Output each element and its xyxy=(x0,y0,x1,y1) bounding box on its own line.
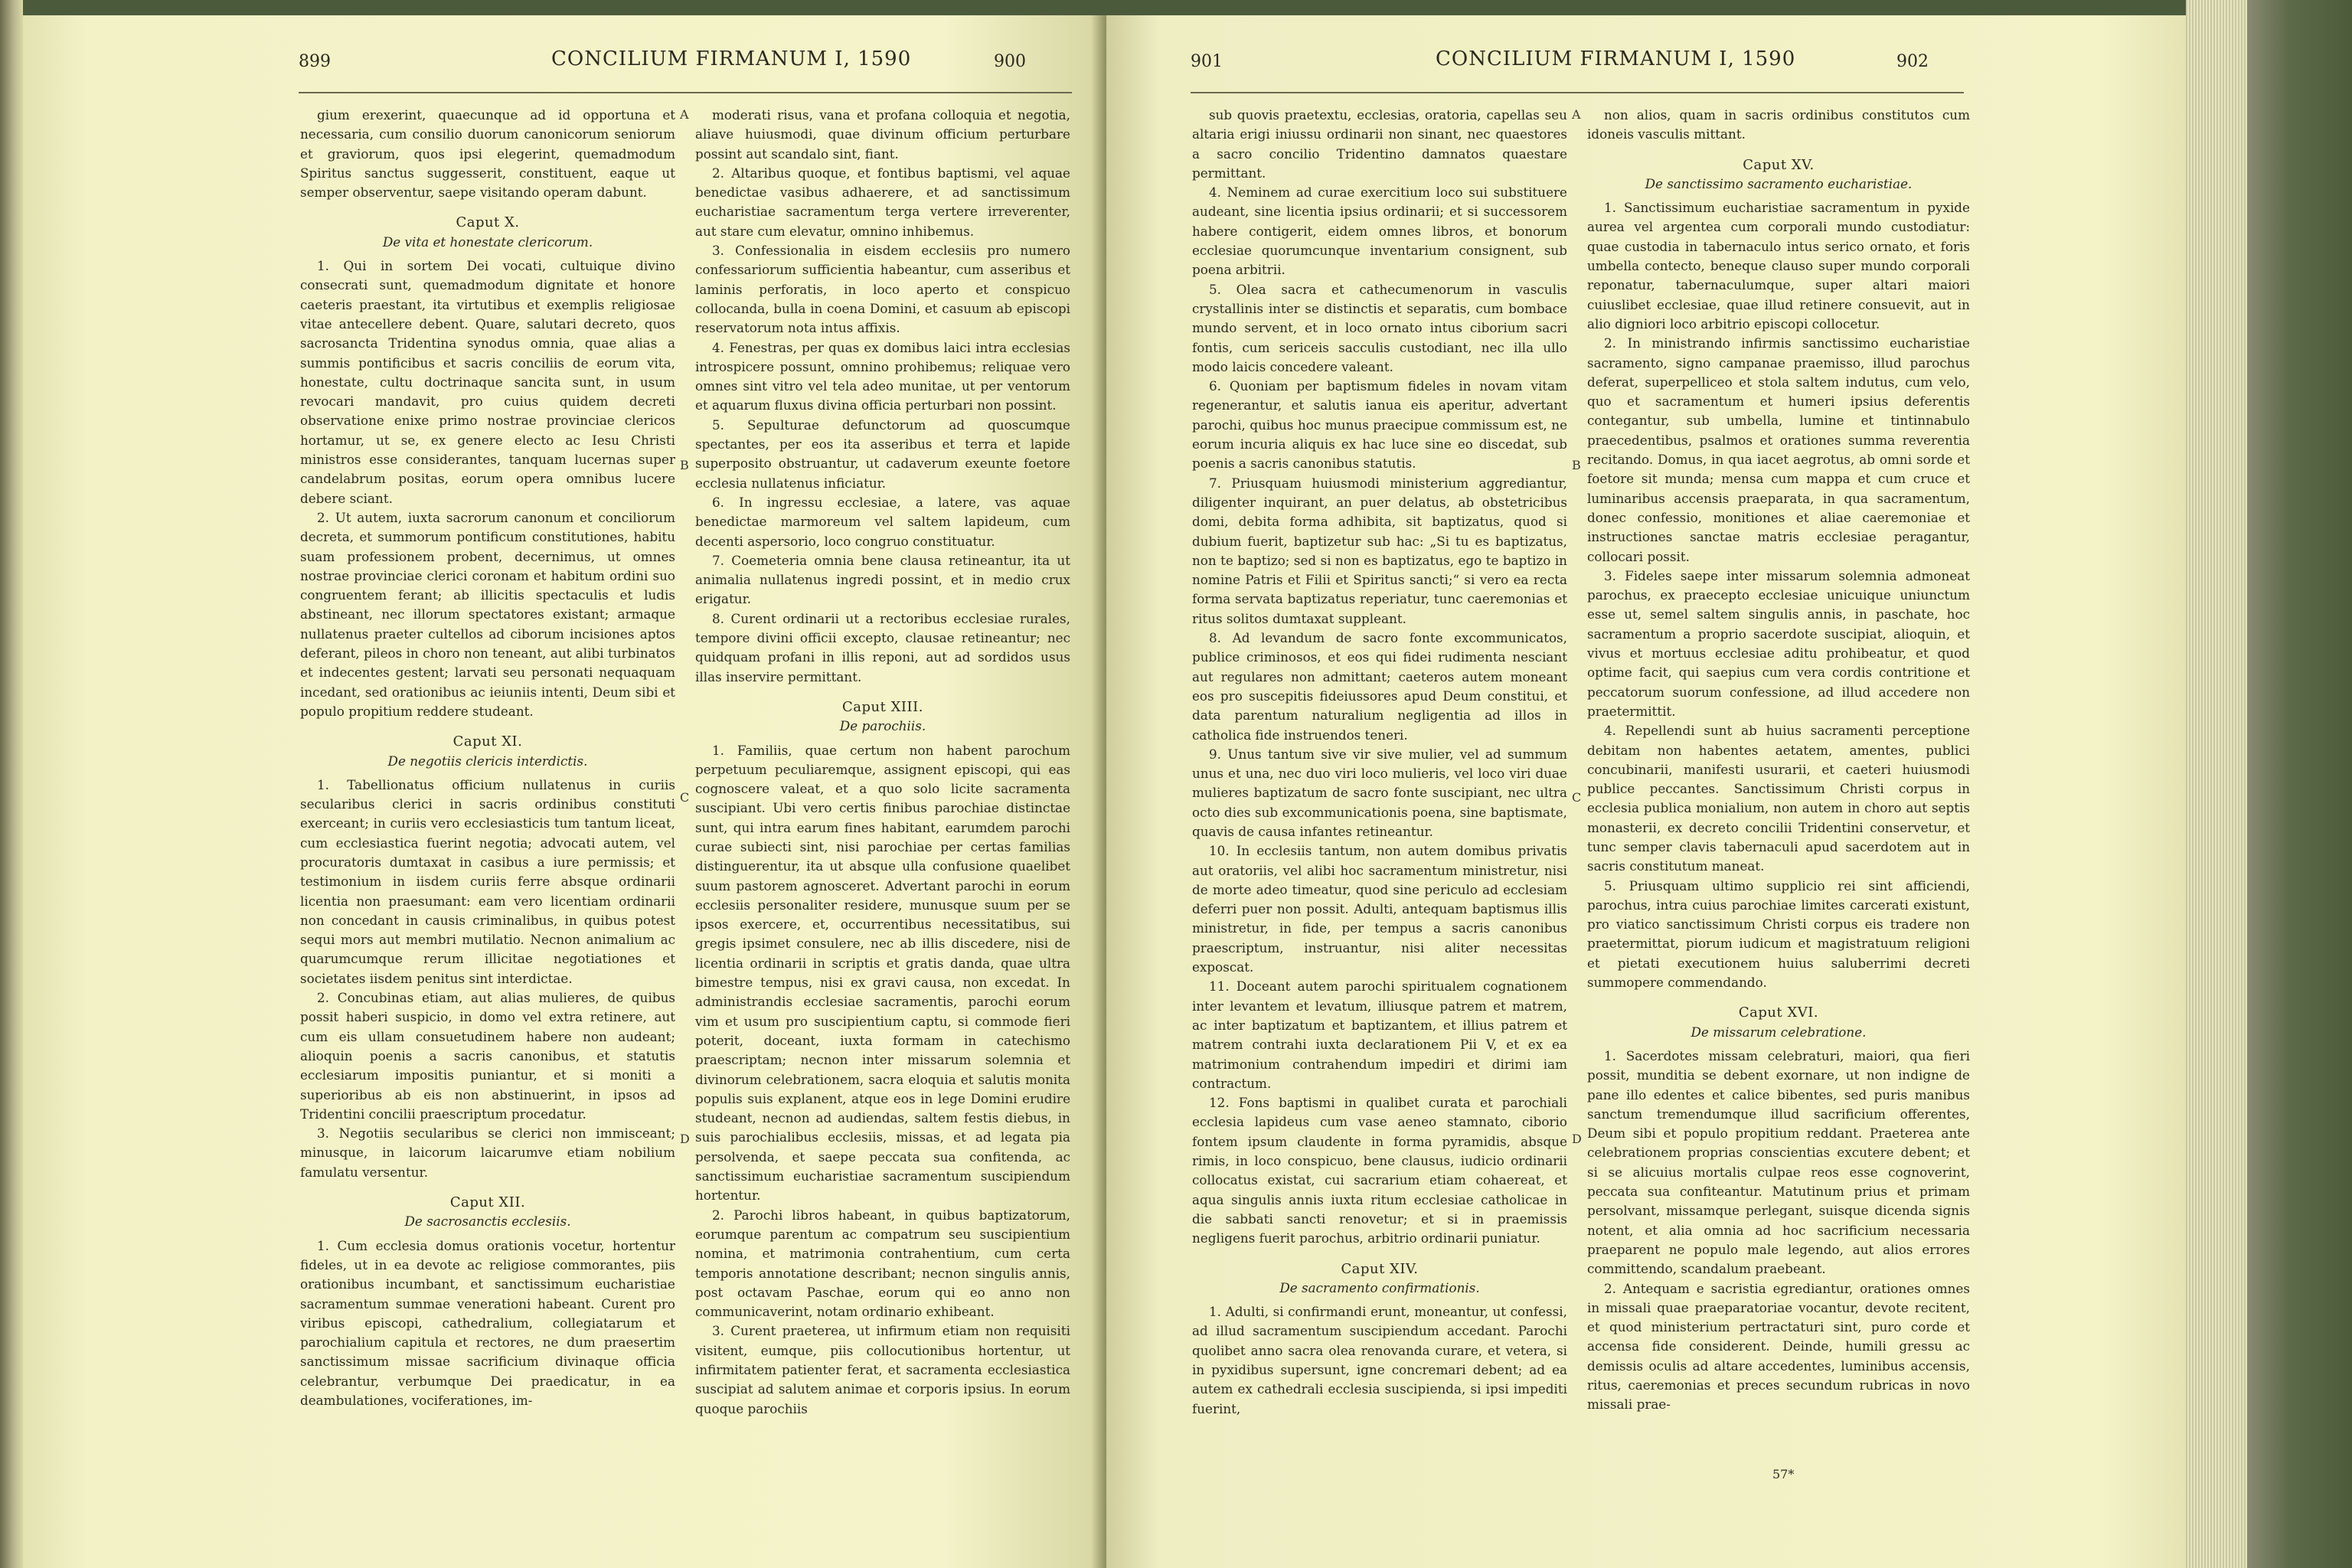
margin-marker: C xyxy=(1572,790,1582,805)
paragraph: 4. Fenestras, per quas ex domibus laici intra ecclesias introspicere possunt, omnino prohibemus; reliquae vero omnes sint vitro vel tela adeo munitae, ut per ventorum et aquarum fluxus divina officia perturbari non possint. xyxy=(695,339,1070,413)
chapter-subtitle: De sacramento confirmationis. xyxy=(1279,1279,1480,1295)
chapter-heading: Caput XII. xyxy=(449,1194,526,1211)
paragraph: 4. Repellendi sunt ab huius sacramenti perceptione debitam non habentes aetatem, amentes, publici concubinarii, manifesti usurarii, et caeteri huiusmodi publice peccantes. Sanctissimum Christi corpus in ecclesia publica monialium, non autem in choro aut septis monasterii, ex decreto concilii Tridentini conservetur, et tunc semper clavis tabernaculi apud sacerdotem aut in sacris constitutum maneat. xyxy=(1587,723,1970,874)
text-column-left xyxy=(1192,106,1567,1484)
paragraph: 11. Doceant autem parochi spiritualem cognationem inter levantem et levatum, illiusque patrem et matrem, ac inter baptizatum et baptizantem, et illius patrem et matrem contrahi iuxta declarationem Pii V, et ex ea matrimonium contrahendum impediri et dirimi iam contractum. xyxy=(1192,978,1567,1091)
text-column-right xyxy=(1587,106,1970,1484)
paragraph: 1. Qui in sortem Dei vocati, cultuique divino consecrati sunt, quemadmodum dignitate et honore caeteris praestant, ita virtutibus et exemplis religiosae vitae antecellere debent. Quare, salutari decreto, quos sacrosancta Tridentina synodus omnia, quae alias a summis pontificibus et sacris conciliis de eorum vita, honestate, cultu doctrinaque sancita sunt, in usum revocari mandavit, pro cuius quidem decreti observatione enixe primo nostrae provinciae clericos hortamur, ut se, ex genere electo ac Iesu Christi ministros esse considerantes, tanquam lucernas super candelabrum positas, eorum opera omnibus lucere debere sciant. xyxy=(300,258,675,506)
chapter-heading: Caput XIII. xyxy=(842,698,923,715)
page-number: 899 xyxy=(299,52,331,71)
margin-marker: C xyxy=(680,790,690,805)
chapter-subtitle: De negotiis clericis interdictis. xyxy=(387,753,588,769)
paragraph: moderati risus, vana et profana colloquia et negotia, aliave huiusmodi, quae divinum officium perturbare possint aut scandalo sint, fiant. xyxy=(695,107,1070,162)
margin-marker: B xyxy=(1572,458,1581,472)
paragraph: sub quovis praetextu, ecclesias, oratoria, capellas seu altaria erigi iniussu ordinarii non sinant, nec quaestores a sacro concilio Tridentino damnatos quaestare permittant. xyxy=(1192,107,1567,181)
paragraph: 2. Ut autem, iuxta sacrorum canonum et conciliorum decreta, et summorum pontificum constitutiones, habitu suam professionem probent, decernimus, ut omnes nostrae provinciae clerici coronam et habitum ordini suo congruentem ferant; ab illicitis spectaculis et ludis abstineant, nec illorum spectatores existant; armaque nullatenus praeter cultellos ad ciborum incisiones aptos deferant, pileos in choro non teneant, aut alibi turbinatos et indecentes gestent; larvati seu personati nequaquam incedant, sed orationibus ac ieiuniis intenti, Deum sibi et populo propitium reddere studeant. xyxy=(300,509,675,719)
paragraph: 2. In ministrando infirmis sanctissimo eucharistiae sacramento, signo campanae praemisso, illud parochus deferat, superpelliceo et stola saltem indutus, cum velo, quo et sacramentum et humeri ipsius deferentis contegantur, sub umbella, lumine et tintinnabulo praecedentibus, psalmos et orationes summa reverentia recitando. Domus, in qua iacet aegrotus, ab omni sorde et foetore sit munda; mensa cum mappa et cum cruce et luminaribus accensis praeparata, in qua sacramentum, donec confessio, monitiones et aliae caeremoniae et instructiones sanctae matris ecclesiae peragantur, collocari possit. xyxy=(1587,335,1970,564)
margin-marker: D xyxy=(680,1132,690,1146)
paragraph: gium erexerint, quaecunque ad id opportuna et necessaria, cum consilio duorum canonicorum seniorum et graviorum, quos ipsi elegerint, quemadmodum Spiritus sanctus suggesserit, constituent, eaque ut semper observentur, saepe visitando operam dabunt. xyxy=(300,107,675,201)
paragraph: 3. Fideles saepe inter missarum solemnia admoneat parochus, ex praecepto ecclesiae unicuique uniunctum esse ut, semel saltem singulis annis, in paschate, hoc sacramentum a proprio sacerdote suscipiat, alioquin, et vivus et mortuus ecclesiae aditu prohibeatur, et quod optime facit, qui saepius cum vera cordis contritione et peccatorum suorum confessione, ad illud accedere non praetermittit. xyxy=(1587,567,1970,719)
paragraph: 12. Fons baptismi in qualibet curata et parochiali ecclesia lapideus cum vase aeneo stamnato, ciborio fontem ipsum claudente in forma pyramidis, absque rimis, in loco conspicuo, bene clausus, iudicio ordinarii collocatus existat, cui sacrarium etiam cohaereat, et aqua singulis annis iuxta ritum ecclesiae catholicae in die sabbati sancti renovetur; et si in praemissis negligens fuerit parochus, arbitrio ordinarii puniatur. xyxy=(1192,1095,1567,1246)
paragraph: 3. Negotiis secularibus se clerici non immisceant; minusque, in laicorum laicarumve etiam nobilium famulatu versentur. xyxy=(300,1125,675,1180)
chapter-subtitle: De sanctissimo sacramento eucharistiae. xyxy=(1645,175,1913,191)
chapter-subtitle: De vita et honestate clericorum. xyxy=(382,234,593,250)
signature-mark: 57* xyxy=(1772,1467,1795,1481)
left-page xyxy=(23,15,1106,1568)
running-header: CONCILIUM FIRMANUM I, 1590 xyxy=(1436,47,1796,70)
chapter-heading: Caput XI. xyxy=(452,733,523,750)
chapter-heading: Caput XVI. xyxy=(1738,1004,1819,1021)
paragraph: 1. Sacerdotes missam celebraturi, maiori, qua fieri possit, munditia se debent exornare, ut non indigne de pane illo edentes et calice bibentes, sed puris manibus sanctum tremendumque illud sacrificium offerentes, Deum sibi et populo propitium reddant. Praeterea ante celebrationem proprias conscientias excutere debent; et si se alicuius mortalis culpae reos esse cognoverint, peccata sua confiteantur. Matutinum prius et primam persolvant, missamque perlegant, suisque dicenda signis notent, et alia omnia ad hoc sacrificium necessaria praeparent ne populo male legendo, aut alios errores committendo, scandalum praebeant. xyxy=(1587,1047,1970,1277)
chapter-heading: Caput XV. xyxy=(1743,156,1815,173)
paragraph: 5. Sepulturae defunctorum ad quoscumque spectantes, per eos ita asseribus et terra et lapide superposito obstruantur, ut cadaverum exeunte foetore ecclesia nullatenus inficiatur. xyxy=(695,416,1070,491)
page-number: 900 xyxy=(994,52,1026,71)
paragraph: 9. Unus tantum sive vir sive mulier, vel ad summum unus et una, nec duo viri loco mulieris, vel loco viri duae mulieres baptizatum de sacro fonte suscipiant, nec ultra octo dies sub excommunicationis poena, sine baptismate, quavis de causa infantes retineantur. xyxy=(1192,746,1567,839)
paragraph: 8. Curent ordinarii ut a rectoribus ecclesiae rurales, tempore divini officii excepto, clausae retineantur; nec quidquam profani in illis reponi, aut ad sordidos usus illas inservire permittant. xyxy=(695,610,1070,684)
paragraph: 1. Cum ecclesia domus orationis vocetur, hortentur fideles, ut in ea devote ac religiose commorantes, piis orationibus incumbant, et sanctissimum eucharistiae sacramentum summae venerationi habeant. Curent pro viribus episcopi, cathedralium, collegiatarum et parochialium capitula et rectores, ne dum praesertim sanctissimum missae sacrificium divinaque officia celebrantur, verbumque Dei praedicatur, in ea deambulationes, vociferationes, im- xyxy=(300,1237,675,1408)
paragraph: 7. Coemeteria omnia bene clausa retineantur, ita ut animalia nullatenus ingredi possint, et in medio crux erigatur. xyxy=(695,552,1070,607)
margin-marker: A xyxy=(680,107,689,122)
paragraph: 5. Priusquam ultimo supplicio rei sint afficiendi, parochus, intra cuius parochiae limites carcerati existunt, pro viatico sanctissimum Christi corpus eis tradere non praetermittat, piorum iudicum et magistratuum religioni et pietati executionem huius saluberrimi decreti summopere commendando. xyxy=(1587,877,1970,991)
paragraph: 1. Adulti, si confirmandi erunt, moneantur, ut confessi, ad illud sacramentum suscipiendum accedant. Parochi quolibet anno sacra olea renovanda curare, et vetera, si in pyxidibus supersunt, igne concremari debent; ad ea autem ex cathedrali ecclesia suscipienda, si ipsi impediti fuerint, xyxy=(1192,1304,1567,1416)
running-header: CONCILIUM FIRMANUM I, 1590 xyxy=(551,47,912,70)
paragraph: 6. Quoniam per baptismum fideles in novam vitam regenerantur, et salutis ianua eis aperitur, advertant parochi, quibus hoc munus praecipue commissum est, ne eorum incuria aliquis ex hac luce sine eo discedat, sub poenis a sacris canonibus statutis. xyxy=(1192,378,1567,472)
paragraph: 3. Curent praeterea, ut infirmum etiam non requisiti visitent, eumque, piis collocutionibus hortentur, ut infirmitatem patienter ferat, et sacramenta ecclesiastica suscipiat ad salutem animae et corporis ipsius. In eorum quoque parochiis xyxy=(695,1323,1070,1416)
chapter-heading: Caput XIV. xyxy=(1341,1260,1419,1277)
margin-marker: A xyxy=(1572,107,1581,122)
paragraph: 1. Sanctissimum eucharistiae sacramentum in pyxide aurea vel argentea cum corporali mundo custodiatur: quae custodia in tabernaculo intus serico ornato, et foris umbella contecto, beneque clauso super mundo corporali reponatur, tabernaculumque, super altari maiori cuiuslibet ecclesiae, quae illud retinere consuevit, aut in alio digniori loco arbitrio episcopi collocetur. xyxy=(1587,200,1970,332)
paragraph: 8. Ad levandum de sacro fonte excommunicatos, publice criminosos, et eos qui fidei rudimenta nesciant aut regulares non admittant; caeteros autem moneant eos pro suscepitis fideiussores apud Deum constitui, et data parentum naturalium negligentia ad illos in catholica fide instruendos teneri. xyxy=(1192,630,1567,743)
paragraph: 7. Priusquam huiusmodi ministerium aggrediantur, diligenter inquirant, an puer delatus, ab obstetricibus domi, debita forma adhibita, sit baptizatus, quod si dubium fuerit, baptizetur sub hac: „Si tu es baptizatus, non te baptizo; sed si non es baptizatus, ego te baptizo in nomine Patris et Filii et Spiritus sancti;“ si vero ea recta forma servata baptizatus reperiatur, tunc caeremonias et ritus solitos dumtaxat suppleant. xyxy=(1192,475,1567,626)
paragraph: 1. Tabellionatus officium nullatenus in curiis secularibus clerici in sacris ordinibus constituti exerceant; in curiis vero ecclesiasticis tum tantum liceat, cum ecclesiastica fuerint negotia; advocati autem, vel procuratoris dumtaxat in casibus a iure permissis; et testimonium in iisdem curiis ferre absque ordinarii licentia non praesumant: eam vero licentiam ordinarii non concedant in causis criminalibus, in quibus potest sequi mors aut membri mutilatio. Necnon animalium ac quarumcumque rerum illicitae negotiationes et societates iisdem penitus sint interdictae. xyxy=(300,776,675,986)
paragraph: 10. In ecclesiis tantum, non autem domibus privatis aut oratoriis, vel alibi hoc sacramentum ministretur, nisi de morte adeo timeatur, quod sine periculo ad ecclesiam deferri puer non possit. Adulti, antequam baptismus illis ministretur, in fide, per tempus a sacris canonibus praescriptum, instruantur, nisi aliter necessitas exposcat. xyxy=(1192,843,1567,975)
margin-marker: D xyxy=(1572,1132,1582,1146)
text-column-left xyxy=(300,106,675,1484)
header-rule xyxy=(1191,92,1964,93)
margin-marker: B xyxy=(680,458,689,472)
paragraph: 3. Confessionalia in eisdem ecclesiis pro numero confessariorum sufficientia habeantur, cum asseribus et laminis perforatis, in loco aperto et conspicuo collocanda, bulla in coena Domini, et casuum ab episcopi reservatorum nota intus affixis. xyxy=(695,243,1070,336)
header-rule xyxy=(299,92,1072,93)
paragraph: non alios, quam in sacris ordinibus constitutos cum idoneis vasculis mittant. xyxy=(1587,107,1970,142)
paragraph: 2. Antequam e sacristia egrediantur, orationes omnes in missali quae praeparatoriae vocantur, devote recitent, et quod ministerium pertractaturi sint, puro corde et accensa fide considerent. Deinde, humili gressu ac demissis oculis ad altare accedentes, luminibus accensis, ritus, caeremonias et preces secundum rubricas in novo missali prae- xyxy=(1587,1280,1970,1413)
page-number: 901 xyxy=(1191,52,1223,71)
paragraph: 1. Familiis, quae certum non habent parochum perpetuum peculiaremque, assignent episcopi, qui eas cognoscere valeat, et a quo solo licite sacramenta suscipiant. Ubi vero certis finibus parochiae distinctae sunt, qui intra earum fines habitant, earumdem parochi curae subiecti sint, nisi parochiae per certas familias distinguerentur, ita ut absque ulla confusione quaelibet suum pastorem agnosceret. Advertant parochi in eorum ecclesiis personaliter residere, munusque suum per se ipsos exercere, et, occurrentibus necessitatibus, sui gregis ipsimet consulere, nec ab illis discedere, nisi de licentia ordinarii in scriptis et gratis danda, quae ultra bimestre tempus, nisi ex gravi causa, non excedat. In administrandis ecclesiae sacramentis, parochi eorum vim et usum pro suscipientium captu, si commode fieri poterit, doceant, iuxta formam in catechismo praescriptam; necnon inter missarum solemnia et divinorum celebrationem, sacra eloquia et salutis monita populis suis explanent, atque eos in lege Domini erudire studeant, necnon ad audiendas, saltem festis diebus, in suis parochialibus ecclesiis, missas, et ad legata pia persolvenda, et saepe peccata sua confitenda, ac sanctissimum eucharistiae sacramentum suscipiendum hortentur. xyxy=(695,742,1070,1204)
chapter-subtitle: De parochiis. xyxy=(839,718,926,734)
right-page xyxy=(1106,15,2186,1568)
paragraph: 2. Concubinas etiam, aut alias mulieres, de quibus possit haberi suspicio, in domo vel extra retinere, aut cum eis ullam consuetudinem habere non audeant; alioquin poenis a sacris canonibus, et statutis ecclesiarum impositis puniantur, et si moniti a superioribus ab eis non abstinuerint, in ipsos ad Tridentini concilii praescriptum procedatur. xyxy=(300,990,675,1122)
text-column-right xyxy=(695,106,1070,1484)
paragraph: 6. In ingressu ecclesiae, a latere, vas aquae benedictae marmoreum vel saltem lapideum, cum decenti aspersorio, loco congruo constituatur. xyxy=(695,494,1070,549)
book-binding xyxy=(2247,0,2352,1568)
paragraph: 5. Olea sacra et cathecumenorum in vasculis crystallinis inter se distinctis et separatis, cum bombace mundo servent, et in loco ornato intus ciborium sacri fontis, cum sericeis sacculis custodiant, nec illa ullo modo laicis concedere valeant. xyxy=(1192,281,1567,374)
chapter-subtitle: De missarum celebratione. xyxy=(1690,1024,1867,1040)
paragraph: 2. Altaribus quoque, et fontibus baptismi, vel aquae benedictae vasibus adhaerere, et ad sanctissimum eucharistiae sacramentum terga vertere irreverenter, aut stare cum elevatur, omnino inhibemus. xyxy=(695,165,1070,239)
page-stack-edge xyxy=(2186,0,2247,1568)
paragraph: 4. Neminem ad curae exercitium loco sui substituere audeant, sine licentia ipsius ordinarii; et si successorem habere contigerit, eidem omnes libros, et bonorum ecclesiae quorumcunque inventarium consignent, sub poena arbitrii. xyxy=(1192,185,1567,278)
page-number: 902 xyxy=(1896,52,1929,71)
paragraph: 2. Parochi libros habeant, in quibus baptizatorum, eorumque parentum ac compatrum seu suscipientium nomina, et matrimonia contrahentium, cum certa temporis annotatione describant; necnon singulis annis, post octavam Paschae, eorum qui eo anno non communicaverint, notam ordinario exhibeant. xyxy=(695,1207,1070,1320)
chapter-heading: Caput X. xyxy=(456,214,520,231)
chapter-subtitle: De sacrosanctis ecclesiis. xyxy=(404,1214,571,1230)
book-edge-left xyxy=(0,0,23,1568)
